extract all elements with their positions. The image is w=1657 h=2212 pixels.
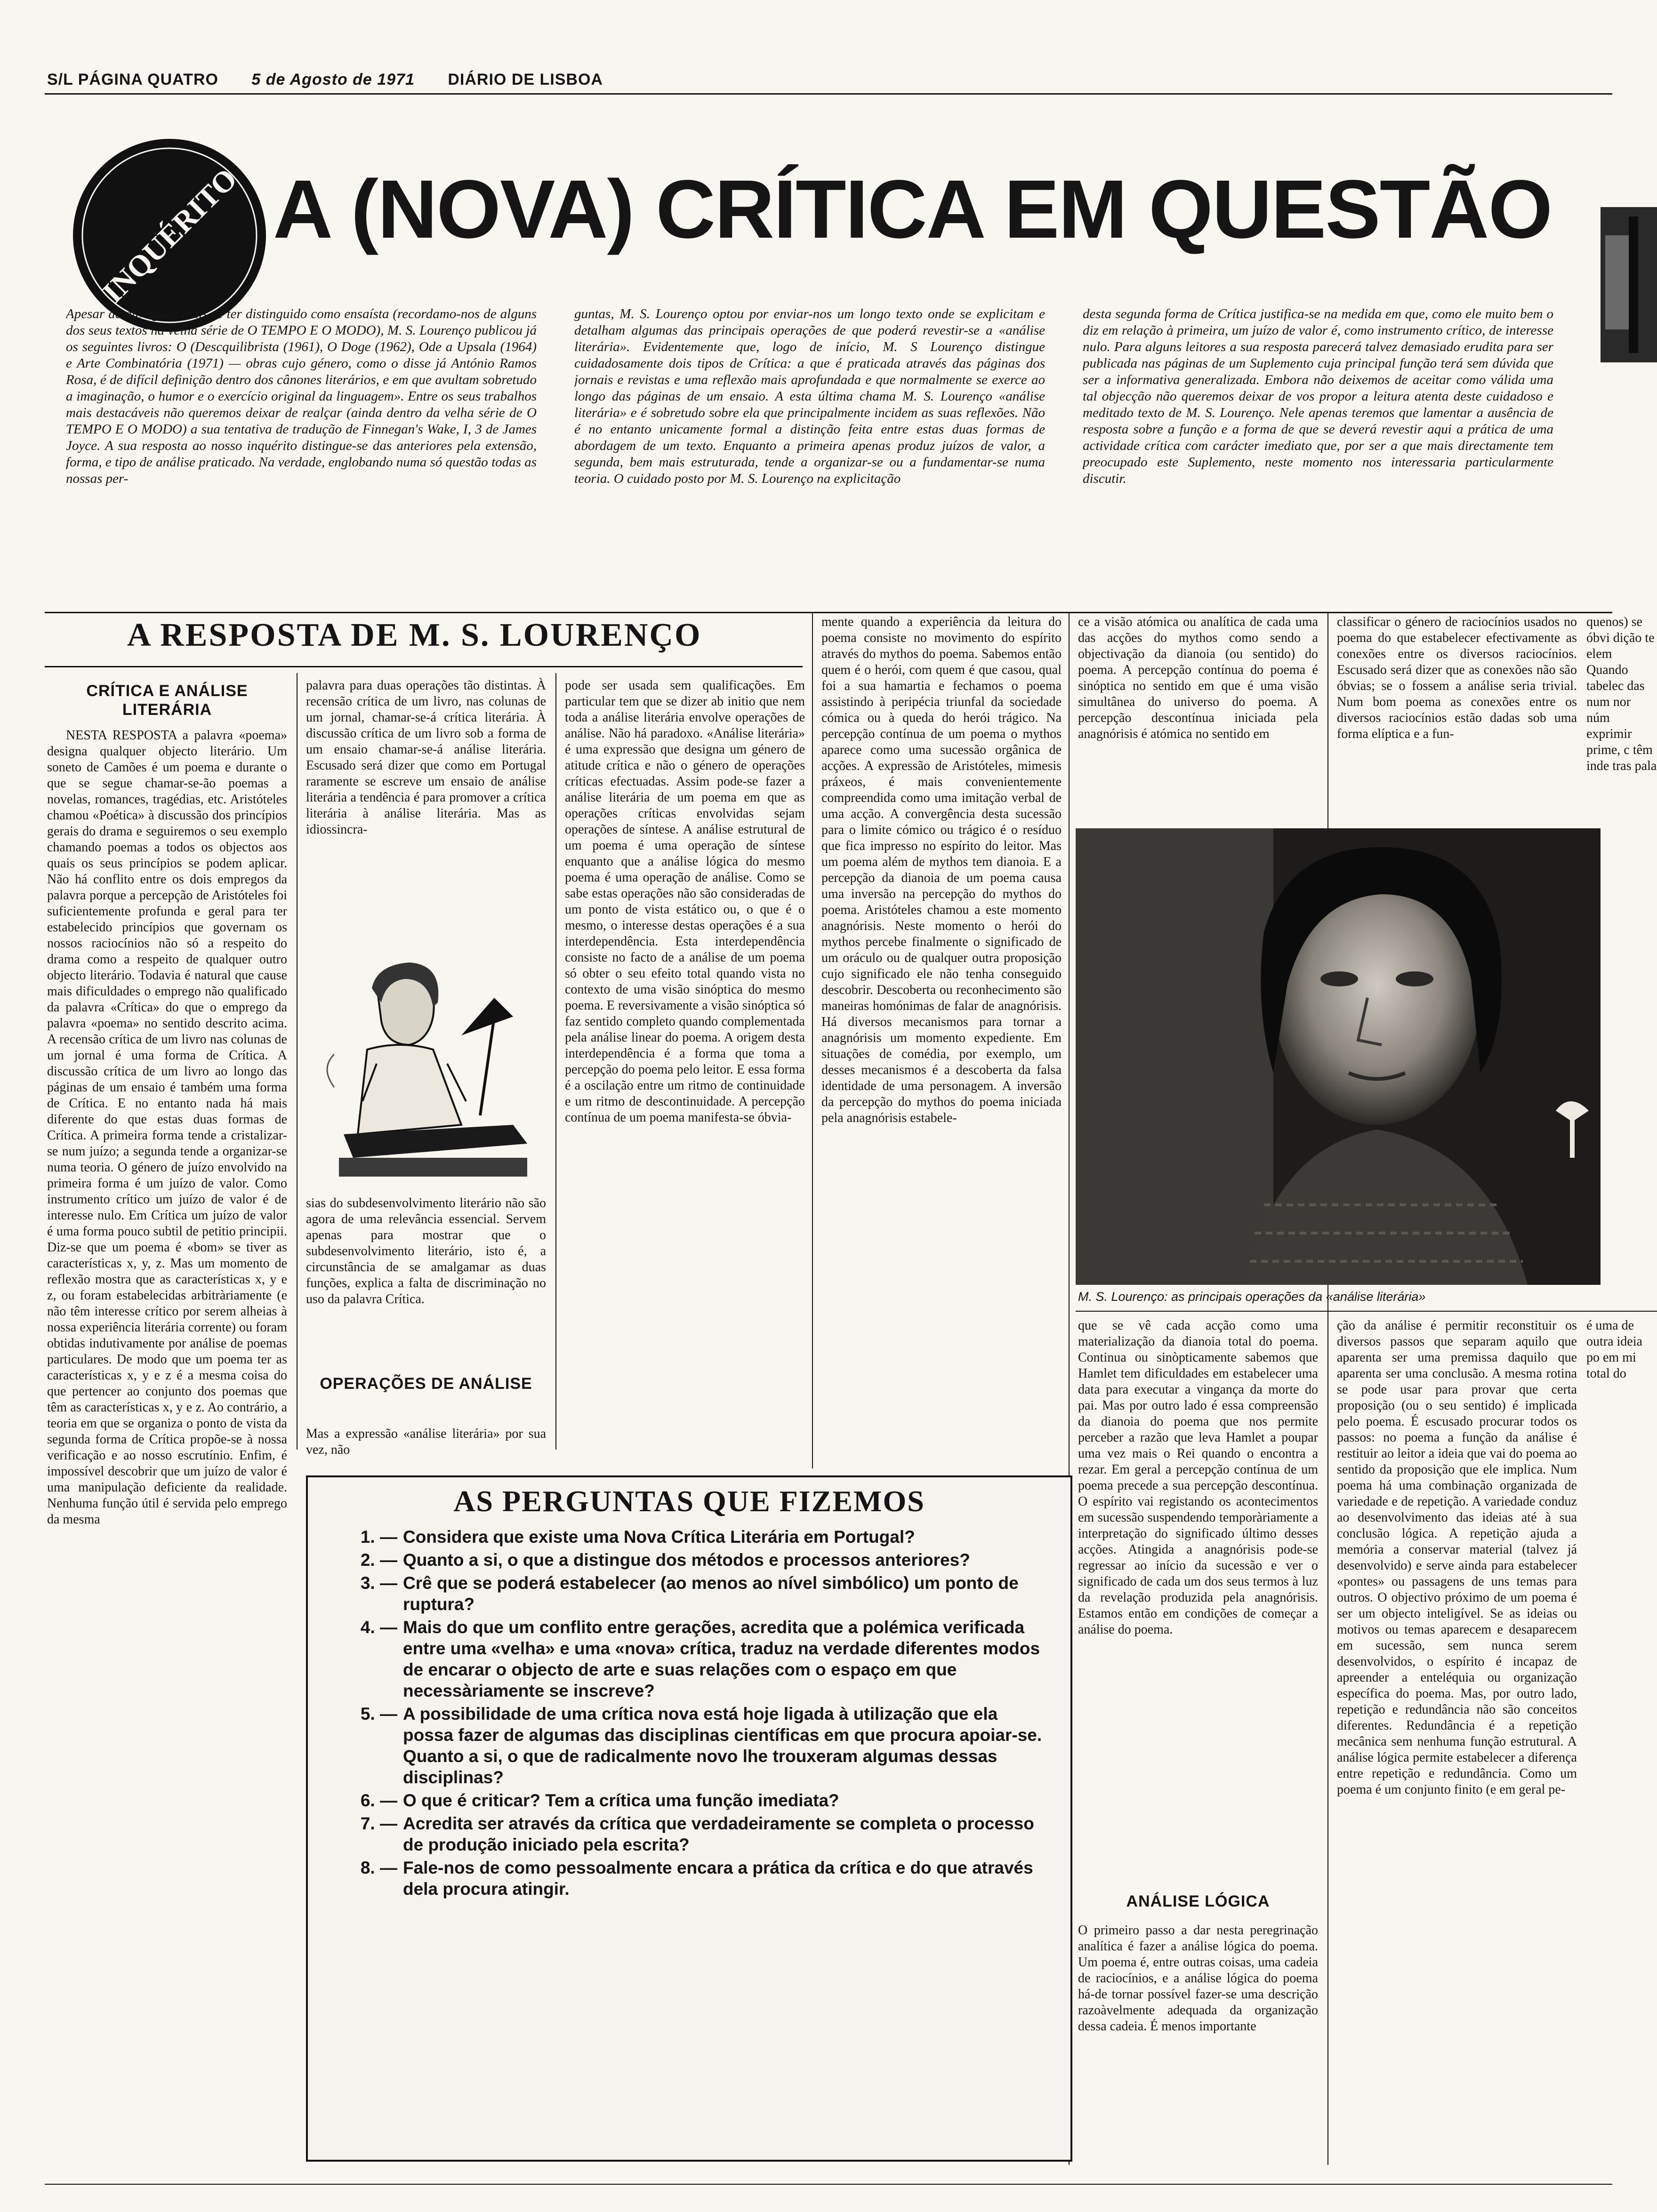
photo-fragment-top [1591, 207, 1657, 362]
question-text: Crê que se poderá estabelecer (ao menos ao nível simbólico) um ponto de ruptura? [403, 1573, 1019, 1614]
question-text: Quanto a si, o que a distingue dos métodos e processos anteriores? [403, 1550, 970, 1570]
question-number: 6. — [360, 1791, 397, 1810]
column-rule [555, 673, 556, 1450]
column-rule [297, 673, 298, 1450]
caption-rule [1076, 1311, 1657, 1312]
column-rule [812, 612, 813, 1468]
question-text: A possibilidade de uma crítica nova está hoje ligada à utilização que ela possa fazer de algumas das disciplinas científicas em que procura apoiar-se. Quanto a si, o que de radicalmente novo lhe trouxeram algumas dessas disciplinas? [403, 1704, 1042, 1787]
intro-column-2: guntas, M. S. Lourenço optou por enviar-nos um longo texto onde se explicitam e detalham algumas das principais operações de que poderá revestir-se a «análise literária». Evidentemente que, logo de início, M. S Lourenço distingue cuidadosamente dois tipos de Crítica: a que é praticada através das páginas dos jornais e revistas e uma reflexão mais aprofundada e que normalmente se exerce ao longo das páginas de um ensaio. A esta última chama M. S. Lourenço «análise literária» e é sobretudo sobre ela que principalmente incidem as suas reflexões. Não é no entanto unicamente formal a distinção feita entre estas duas formas de abordagem de um texto. Enquanto a primeira apenas produz juízos de valor, a segunda, bem mais estruturada, tende a organizar-se ou a fundamentar-se numa teoria. O cuidado posto por M. S. Lourenço na explicitação [574, 306, 1045, 486]
question-number: 1. — [360, 1527, 397, 1547]
writer-illustration [306, 946, 546, 1191]
photo-caption: M. S. Lourenço: as principais operações da «análise literária» [1078, 1290, 1426, 1304]
question-number: 4. — [360, 1618, 397, 1637]
body-column-6-top: classificar o género de raciocínios usados no poema do que estabelecer efectivamente as conexões entre os diversos raciocínios. Escusado será dizer que as conexões não são óbvias; se o fossem a análise seria trivial. Num bom poema as conexões entre os diversos raciocínios estão dadas sob uma forma elíptica e a fun- [1337, 615, 1577, 741]
question-item [327, 1703, 1052, 1788]
portrait-photo [1076, 828, 1601, 1285]
paper-name: DIÁRIO DE LISBOA [448, 71, 603, 88]
question-text: Considera que existe uma Nova Crítica Literária em Portugal? [403, 1527, 915, 1547]
footer-rule [45, 2184, 1612, 2185]
body-column-2a: palavra para duas operações tão distintas. À recensão crítica de um livro, nas colunas de um jornal, chamar-se-á crítica literária. À discussão crítica de um livro sob a forma de um ensaio chamar-se-á análise literária. Escusado será dizer que como em Portugal raramente se escreve um ensaio de análise literária a tendência é para promover a crítica literária à análise literária. Mas as idiossincra- [306, 678, 546, 837]
question-item [327, 1857, 1052, 1899]
questions-title: AS PERGUNTAS QUE FIZEMOS [453, 1484, 925, 1518]
question-text: Acredita ser através da crítica que verdadeiramente se completa o processo de produção iniciado pela escrita? [403, 1814, 1034, 1854]
header-rule [45, 93, 1612, 95]
body-column-1 [47, 678, 287, 2174]
questions-box [306, 1475, 1072, 2162]
question-item [327, 1526, 1052, 1547]
subhead-operacoes: OPERAÇÕES DE ANÁLISE [320, 1375, 532, 1393]
body-column-4: mente quando a experiência da leitura do poema consiste no movimento do espírito através do mythos do poema. Sabemos então quem é o herói, com quem é que casou, qual foi a sua hamartia e fechamos o poema assistindo à peripécia triunfal da sociedade cómica ou à queda do herói trágico. Na percepção contínua de um poema o mythos aparece como uma sucessão orgânica de acções. A expressão de Aristóteles, mimesis práxeos, é mais convenientemente compreendida como uma imitação verbal de uma acção. A convergência desta sucessão para o limite cómico ou trágico é o resíduo que fica impresso no espírito do leitor. Mas um poema além de mythos tem dianoia. E a percepção da dianoia de um poema causa uma inversão na percepção do mythos do poema. Aristóteles chamou a este momento anagnórisis. Neste momento o herói do mythos percebe finalmente o significado de um oráculo ou de qualquer outra proposição cujo significado ele não tenha conseguido descobrir. Descoberta ou reconhecimento são maneiras homónimas de falar de anagnórisis. Há diversos mecanismos para tornar a anagnórisis um momento expediente. Em situações de comédia, por exemplo, um desses mecanismos é a descoberta da falsa identidade de uma personagem. A inversão da percepção do mythos do poema iniciada pela anagnórisis estabele- [821, 615, 1062, 1125]
question-number: 2. — [360, 1550, 397, 1570]
inquerito-badge [71, 136, 268, 334]
question-number: 8. — [360, 1858, 397, 1877]
body-text-1: NESTA RESPOSTA a palavra «poema» designa qualquer objecto literário. Um soneto de Camões é um poema e durante o que se segue chamar-se-ão poemas a novelas, romances, tragédias, etc. Aristóteles chamou «Poética» à discussão dos princípios gerais do drama e seguiremos o seu exemplo chamando poemas a todos os objectos aos quais os seus princípios se podem aplicar. Não há conflito entre os dois empregos da palavra porque a percepção de Aristóteles foi suficientemente profunda e geral para ter estabelecido princípios que governam os nossos raciocínios não só a respeito do drama como a respeito de qualquer outro objecto literário. Todavia é natural que cause mais dificuldades o emprego não qualificado da palavra «Crítica» do que o emprego da palavra «poema» no sentido descrito acima. A recensão crítica de um livro nas colunas de um jornal é uma forma de Crítica. A discussão crítica de um livro ao longo das páginas de um ensaio é também uma forma de Crítica. E no entanto nada há mais diferente do que estas duas formas de Crítica. A primeira forma tende a cristalizar-se num juízo; a segunda tende a organizar-se numa teoria. O género de juízo envolvido na primeira forma é um juízo de valor. Como instrumento crítico um juízo de valor é de interesse nulo. Em Crítica um juízo de valor é uma forma pouco subtil de petitio principii. Diz-se que um poema é «bom» se tiver as características x, y, z. Mas um momento de reflexão mostra que as características x, y e z, ou foram estabelecidas arbitràriamente (e não têm interesse crítico por serem alheias à nossa experiência literária corrente) ou foram obtidas indutivamente por análise de poemas particulares. De modo que um poema ter as características x, y e z é a mesma coisa do que pertencer ao conjunto dos poemas que têm as características x, y e z. Ao contrário, a teoria em que se organiza o ponto de vista da segunda forma de Crítica propõe-se à nossa verificação e ao nosso escrutínio. Enfim, é impossível descobrir que um juízo de valor é uma manipulação deficiente da realidade. Nenhuma função útil é servida pelo emprego da mesma [47, 728, 287, 1527]
body-column-5-lower: que se vê cada acção como uma materialização da dianoia total do poema. Continua ou sinòpticamente sabemos que Hamlet tem dificuldades em estabelecer uma data para executar a vingança da morte do pai. Mas por outro lado é essa compreensão da dianoia do poema que nos permite perceber a razão que leva Hamlet a poupar uma vez mais o Rei quando o encontra a rezar. Em geral a percepção contínua de um poema precede a sua percepção descontínua. O espírito vai registando os acontecimentos em sucessão suspendendo temporàriamente a interpretação do significado último desses acções. Atingida a anagnórisis pode-se regressar ao início da sucessão e ver o significado de cada um dos seus termos à luz da revelação produzida pela anagnórisis. Estamos então em condições de começar a análise do poema. [1078, 1318, 1318, 1637]
body-column-7-fragment: quenos) se óbvi dição te elem Quando tabelec das num nor núm exprimir prime, c têm inde tras pala [1586, 615, 1657, 773]
body-column-2b: sias do subdesenvolvimento literário não são agora de uma relevância essencial. Servem apenas para mostrar que o subdesenvolvimento literário, isto é, a circunstância de se amalgamar as duas funções, explica a falta de discriminação no uso da palavra Crítica. [306, 1196, 546, 1306]
body-column-2c: Mas a expressão «análise literária» por sua vez, não [306, 1427, 546, 1457]
question-text: O que é criticar? Tem a crítica uma função imediata? [403, 1791, 839, 1810]
intro-column-3: desta segunda forma de Crítica justifica-se na medida em que, como ele muito bem o diz em relação à primeira, um juízo de valor é, como instrumento crítico, de interesse nulo. Para alguns leitores a sua resposta parecerá talvez demasiado erudita para ser publicada nas páginas de um Suplemento cuja principal função terá sem dúvida que ser a informativa generalizada. Embora não deixemos de aceitar como válida uma tal objecção não queremos deixar de vos propor a leitura atenta deste cuidadoso e meditado texto de M. S. Lourenço. Nele apenas teremos que lamentar a ausência de resposta sobre a função e a forma de que se deverá revestir aqui a prática de uma actividade crítica com carácter imediato que, por ser a que mais directamente tem preocupado este Suplemento, neste momento nos interessaria particularmente discutir. [1083, 306, 1553, 486]
question-number: 7. — [360, 1814, 397, 1833]
page-header [47, 71, 603, 89]
badge-label: INQUÉRITO [96, 161, 244, 310]
question-item [327, 1790, 1052, 1811]
body-column-3: pode ser usada sem qualificações. Em particular tem que se dizer ab initio que nem toda a análise literária envolve operações de análise. Não há paradoxo. «Análise literária» é uma expressão que designa um género de atitude crítica e não o género de operações críticas efectuadas. Assim pode-se fazer a análise literária de um poema em que as operações críticas envolvidas sejam operações de síntese. A análise estrutural de um poema é uma operação de síntese enquanto que a análise lógica do mesmo poema é uma operação de análise. Como se sabe estas operações não são consideradas de um ponto de vista estático ou, o que é o mesmo, o interesse destas operações é a sua interdependência. Esta interdependência consiste no facto de a análise de um poema só obter o seu efeito total quando vista no contexto de uma visão sinóptica do mesmo poema. E reversivamente a visão sinóptica só faz sentido completo quando complementada pela análise linear do poema. A origem desta interdependência é a forma que toma a percepção do poema pelo leitor. E essa forma é a oscilação entre um ritmo de continuidade e um ritmo de descontinuidade. A percepção contínua de um poema manifesta-se óbvia- [565, 678, 805, 1125]
question-text: Fale-nos de como pessoalmente encara a prática da crítica e do que através dela procura atingir. [403, 1858, 1033, 1899]
question-item [327, 1813, 1052, 1855]
question-text: Mais do que um conflito entre gerações, acredita que a polémica verificada entre uma «velha» e uma «nova» crítica, traduz na verdade diferentes modos de encarar o objecto de arte e suas relações com o espaço em que necessàriamente se inscreve? [403, 1618, 1040, 1700]
subhead-analise-logica: ANÁLISE LÓGICA [1126, 1892, 1270, 1910]
question-number: 5. — [360, 1704, 397, 1723]
section-title: A RESPOSTA DE M. S. LOURENÇO [127, 617, 702, 653]
intro-rule [45, 612, 1612, 613]
body-column-5-top: ce a visão atómica ou analítica de cada uma das acções do mythos como sendo a objectivação da dianoia (ou sentido) do poema. A percepção contínua do poema é sinóptica no sentido em que é uma visão simultânea do universo do poema. A percepção descontínua iniciada pela anagnórisis é atómica no sentido em [1078, 615, 1318, 741]
headline: A (NOVA) CRÍTICA EM QUESTÃO [273, 163, 1552, 256]
subhead-critica: CRÍTICA E ANÁLISE LITERÁRIA [86, 682, 248, 719]
intro-column-1: Apesar de até agora mais se ter distinguido como ensaísta (recordamo-nos de alguns dos seus textos na velha série de O TEMPO E O MODO), M. S. Lourenço publicou já os seguintes livros: O (Descquilibrista (1961), O Doge (1962), Ode a Upsala (1964) e Arte Combinatória (1971) — obras cujo género, como o disse já António Ramos Rosa, é de difícil definição dentro dos cânones literários, e em que avultam sobretudo a imaginação, o humor e o exercício original da linguagem». Entre os seus trabalhos mais destacáveis não queremos deixar de realçar (ainda dentro da velha série de O TEMPO E O MODO) a sua tentativa de tradução de Finnegan's Wake, I, 3 de James Joyce. A sua resposta ao nosso inquérito distingue-se das anteriores pela extensão, forma, e tipo de análise praticado. Na verdade, englobando numa só questão todas as nossas per- [66, 306, 537, 486]
body-column-6-lower: ção da análise é permitir reconstituir os diversos passos que separam aquilo que aparenta ser uma premissa daquilo que aparenta ser uma conclusão. A mesma rotina se pode usar para provar que certa proposição (ou o seu sentido) é implicada pelo poema. É escusado procurar todos os passos: no poema a função da análise é restituir ao leitor a ideia que vai do poema ao sentido da proposição que ele implica. Num poema há uma combinação organizada de variedade e de repetição. A variedade conduz ao desenvolvimento das ideias até à sua conclusão lógica. A repetição ajuda a memória a conservar material (talvez já desenvolvido) e serve ainda para estabelecer «pontes» ou passagens de uns temas para outros. O objectivo próximo de um poema é ser um objecto inteligível. Se as ideias ou motivos ou temas aparecem e desaparecem em sucessão, sem nunca serem desenvolvidos, o espírito é incapaz de apreender a enteléquia ou organização específica do poema. Mas, por outro lado, repetição e redundância não são conceitos diferentes. Redundância é a repetição mecânica sem nenhuma função estrutural. A análise lógica permite estabelecer a diferença entre repetição e redundância. Como um poema é um conjunto finito (e em geral pe- [1337, 1318, 1577, 1797]
question-item [327, 1549, 1052, 1571]
questions-list [308, 1526, 1070, 1899]
question-item [327, 1617, 1052, 1701]
section-rule [45, 666, 803, 667]
body-column-7-lower-fragment: é uma de outra ideia po em mi total do [1586, 1318, 1642, 1381]
page-label: S/L PÁGINA QUATRO [47, 71, 218, 88]
question-item [327, 1572, 1052, 1615]
body-column-5-end: O primeiro passo a dar nesta peregrinação analítica é fazer a análise lógica do poema. Um poema é, entre outras coisas, uma cadeia de raciocínios, e a análise lógica do poema há-de tornar possível fazer-se uma descrição razoàvelmente adequada da organização dessa cadeia. É menos importante [1078, 1923, 1318, 2034]
question-number: 3. — [360, 1573, 397, 1593]
issue-date: 5 de Agosto de 1971 [251, 71, 415, 88]
